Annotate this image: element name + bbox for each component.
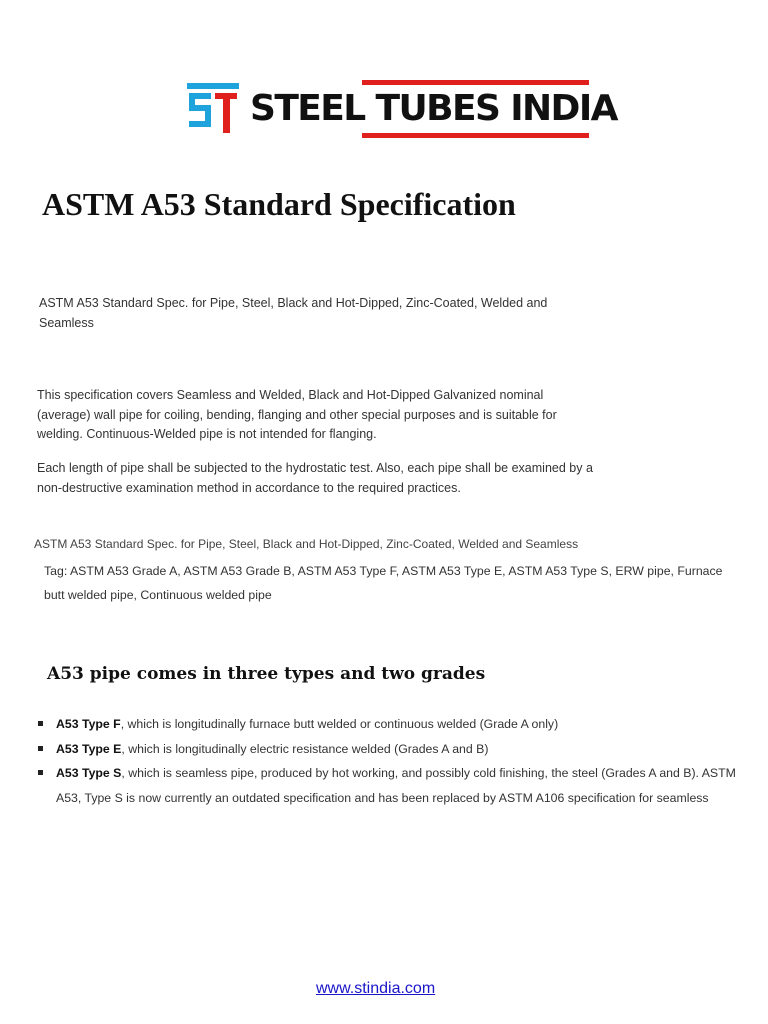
type-label: A53 Type E [56,741,122,756]
type-description: , which is longitudinally electric resistance welded (Grades A and B) [121,741,489,756]
types-heading: A53 pipe comes in three types and two grades [47,664,486,684]
st-logo-icon [187,83,239,135]
list-item-type-s [37,761,747,810]
bullet-icon [38,770,43,775]
bullet-icon [38,746,43,751]
clipped-word: seamless [656,790,709,805]
spec-caption: ASTM A53 Standard Spec. for Pipe, Steel, Black and Hot-Dipped, Zinc-Coated, Welded and Seamless [34,537,579,551]
website-link[interactable]: www.stindia.com [316,980,436,997]
logo-red-bar-bottom [362,133,589,138]
types-list [37,712,747,810]
type-label: A53 Type S [56,766,122,780]
list-item-type-f [37,712,747,737]
description-paragraph-1: This specification covers Seamless and Welded, Black and Hot-Dipped Galvanized nominal (average) wall pipe for coiling, bending, flanging and other special purposes and is suitable for welding. Continuous-Welded pipe is not intended for flanging. [37,388,557,441]
type-description: , which is seamless pipe, produced by hot working, and possibly cold finishing, the steel (Grades A and B). ASTM A53, Type S is now currently an outdated specification and has been replaced by ASTM A106 specification for [56,766,736,805]
logo-text: STEEL TUBES INDIA [250,88,617,129]
type-description: , which is longitudinally furnace butt welded or continuous welded (Grade A only) [120,717,559,731]
type-label: A53 Type F [56,717,121,731]
list-item-type-e [37,737,747,762]
logo-wordmark [250,80,617,138]
steel-tubes-india-logo [187,80,617,138]
page-title: ASTM A53 Standard Specification [42,186,516,222]
spec-subtitle: ASTM A53 Standard Spec. for Pipe, Steel, Black and Hot-Dipped, Zinc-Coated, Welded and Seamless [39,296,548,330]
tag-list: Tag: ASTM A53 Grade A, ASTM A53 Grade B, ASTM A53 Type F, ASTM A53 Type E, ASTM A53 Type S, ERW pipe, Furnace butt welded pipe, Continuous welded pipe [44,564,723,602]
bullet-icon [38,721,43,726]
logo-red-bar-top [362,80,589,85]
description-paragraph-2: Each length of pipe shall be subjected to the hydrostatic test. Also, each pipe shall be examined by a non-destructive examination method in accordance to the required practices. [37,461,593,495]
